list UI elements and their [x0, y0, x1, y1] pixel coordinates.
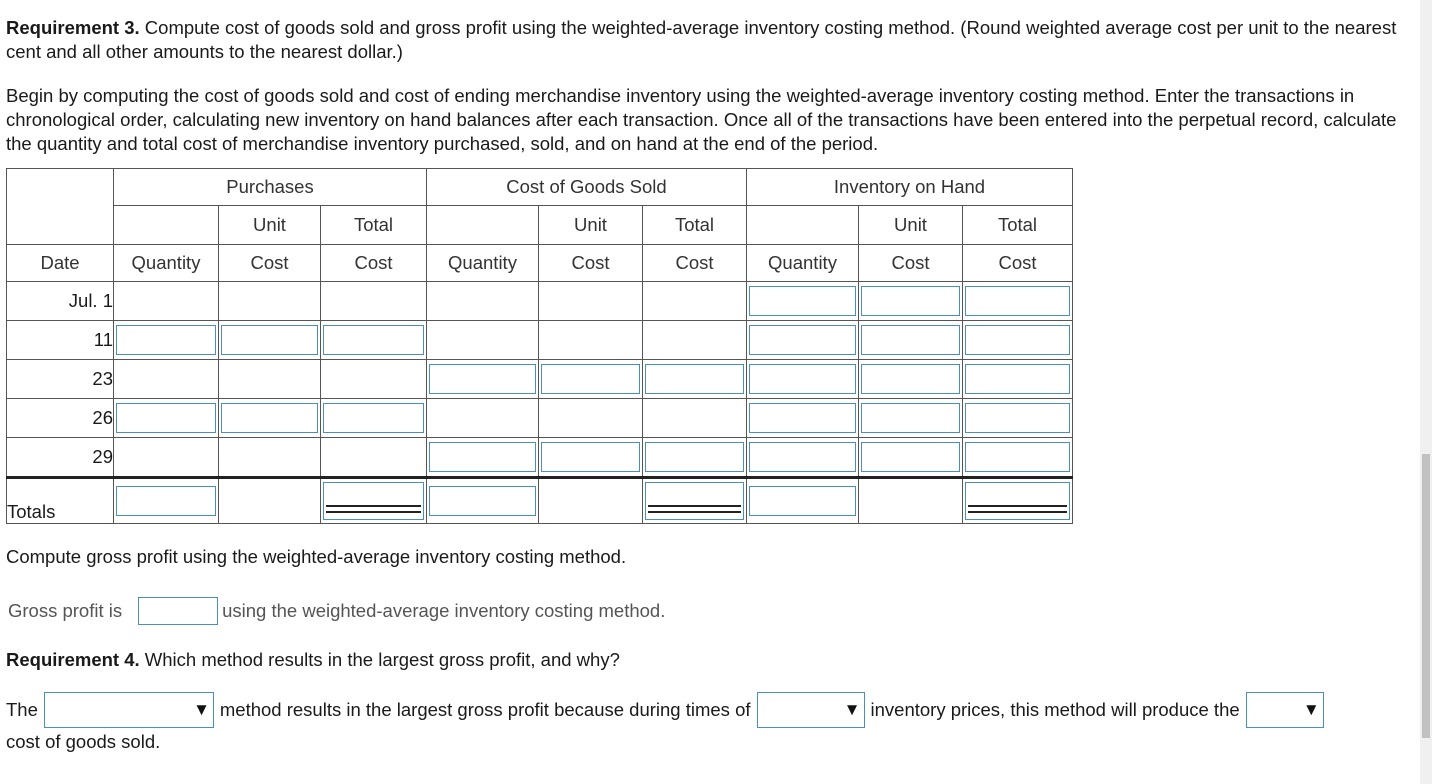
cogs-total-cost-input[interactable]	[645, 442, 744, 472]
total-cogs-cost-input[interactable]	[645, 482, 744, 520]
purchase-unit-cost-input[interactable]	[221, 403, 318, 433]
cogs-unit-cost-input[interactable]	[541, 364, 640, 394]
header-purchases: Purchases	[114, 169, 427, 206]
totals-label: Totals	[7, 478, 114, 524]
cogs-total-cost-input[interactable]	[645, 364, 744, 394]
onhand-unit-cost-input[interactable]	[861, 364, 960, 394]
table-row	[7, 360, 1073, 399]
cogs-quantity-input[interactable]	[429, 442, 536, 472]
header-cost: Cost	[963, 245, 1073, 282]
onhand-unit-cost-input[interactable]	[861, 403, 960, 433]
onhand-quantity-input[interactable]	[749, 442, 856, 472]
row-date: 29	[7, 438, 114, 478]
purchase-total-cost-input[interactable]	[323, 403, 424, 433]
header-cost: Cost	[321, 245, 427, 282]
dropdown-triangle-icon: ▼	[1302, 700, 1320, 719]
onhand-total-cost-input[interactable]	[965, 325, 1070, 355]
table-row	[7, 282, 1073, 321]
gross-profit-input[interactable]	[138, 597, 218, 625]
cogs-unit-cost-input[interactable]	[541, 442, 640, 472]
header-quantity: Quantity	[747, 245, 859, 282]
purchase-quantity-input[interactable]	[116, 403, 216, 433]
gross-profit-prefix: Gross profit is	[8, 600, 123, 621]
requirement-3-body: Compute cost of goods sold and gross profit using the weighted-average inventory costing method. (Round weighted average cost per unit to the nearest cent and all other amounts to the nearest dollar.)	[6, 17, 1397, 62]
scrollbar-thumb[interactable]	[1422, 454, 1430, 738]
total-purchase-cost-input[interactable]	[323, 482, 424, 520]
header-total: Total	[963, 206, 1073, 245]
header-cost: Cost	[643, 245, 747, 282]
vertical-scrollbar[interactable]	[1420, 0, 1432, 784]
header-total: Total	[643, 206, 747, 245]
table-row	[7, 438, 1073, 478]
header-unit: Unit	[219, 206, 321, 245]
onhand-total-cost-input[interactable]	[965, 286, 1070, 316]
gross-profit-suffix: using the weighted-average inventory costing method.	[222, 600, 666, 621]
cogs-level-select[interactable]	[1246, 692, 1324, 728]
purchase-unit-cost-input[interactable]	[221, 325, 318, 355]
purchase-quantity-input[interactable]	[116, 325, 216, 355]
table-row	[7, 321, 1073, 360]
onhand-total-cost-input[interactable]	[965, 364, 1070, 394]
header-unit: Unit	[859, 206, 963, 245]
table-row	[7, 399, 1073, 438]
sentence-part-3: inventory prices, this method will produce the	[870, 699, 1240, 720]
row-date: Jul. 1	[7, 282, 114, 321]
sentence-part-2: method results in the largest gross profit because during times of	[219, 699, 751, 720]
onhand-unit-cost-input[interactable]	[861, 442, 960, 472]
totals-row	[7, 478, 1073, 524]
header-total: Total	[321, 206, 427, 245]
header-blank	[7, 169, 114, 206]
row-date: 26	[7, 399, 114, 438]
header-quantity: Quantity	[114, 245, 219, 282]
dropdown-triangle-icon: ▼	[193, 700, 210, 719]
onhand-quantity-input[interactable]	[749, 325, 856, 355]
dropdown-triangle-icon: ▼	[843, 700, 861, 719]
answer-sentence	[6, 692, 1330, 728]
purchase-total-cost-input[interactable]	[323, 325, 424, 355]
onhand-unit-cost-input[interactable]	[861, 325, 960, 355]
header-unit: Unit	[539, 206, 643, 245]
header-cost: Cost	[219, 245, 321, 282]
requirement-3-text	[6, 16, 1411, 64]
header-inventory-on-hand: Inventory on Hand	[747, 169, 1073, 206]
row-date: 23	[7, 360, 114, 399]
perpetual-inventory-table	[6, 168, 1073, 524]
requirement-3-label: Requirement 3.	[6, 17, 140, 38]
total-cogs-quantity-input[interactable]	[429, 486, 536, 516]
onhand-total-cost-input[interactable]	[965, 442, 1070, 472]
requirement-4-body: Which method results in the largest gross profit, and why?	[139, 649, 620, 670]
onhand-total-cost-input[interactable]	[965, 403, 1070, 433]
total-purchase-quantity-input[interactable]	[116, 486, 216, 516]
header-cost: Cost	[539, 245, 643, 282]
instructions-text: Begin by computing the cost of goods sold and cost of ending merchandise inventory using the weighted-average inventory costing method. Enter the transactions in chronological order, calculating new inventory on hand balances after each transaction. Once all of the transactions have been entered into the perpetual record, calculate the quantity and total cost of merchandise inventory purchased, sold, and on hand at the end of the period.	[6, 85, 1397, 154]
header-cogs: Cost of Goods Sold	[427, 169, 747, 206]
header-date: Date	[7, 245, 114, 282]
row-date: 11	[7, 321, 114, 360]
onhand-quantity-input[interactable]	[749, 286, 856, 316]
method-select[interactable]	[44, 692, 214, 728]
onhand-quantity-input[interactable]	[749, 364, 856, 394]
price-trend-select[interactable]	[757, 692, 865, 728]
gross-profit-instruction: Compute gross profit using the weighted-average inventory costing method.	[6, 546, 627, 567]
header-quantity: Quantity	[427, 245, 539, 282]
total-onhand-cost-input[interactable]	[965, 482, 1070, 520]
gross-profit-line	[8, 597, 665, 625]
requirement-4-label: Requirement 4.	[6, 649, 140, 670]
total-onhand-quantity-input[interactable]	[749, 486, 856, 516]
onhand-unit-cost-input[interactable]	[861, 286, 960, 316]
sentence-part-4: cost of goods sold.	[6, 731, 161, 752]
cogs-quantity-input[interactable]	[429, 364, 536, 394]
requirement-4-text	[6, 648, 620, 672]
onhand-quantity-input[interactable]	[749, 403, 856, 433]
header-cost: Cost	[859, 245, 963, 282]
sentence-part-1: The	[6, 699, 38, 720]
